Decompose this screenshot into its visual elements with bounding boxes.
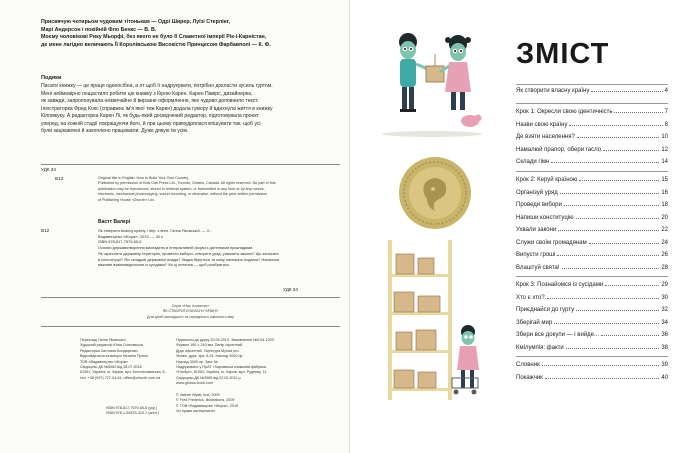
printing-line: Підписано до друку 20.04.2019. Замовлення №9-04-1203 bbox=[176, 338, 274, 342]
imprint-line: Переклад Ганни Яковської bbox=[80, 338, 126, 342]
toc-item[interactable] bbox=[516, 144, 668, 157]
toc-item-label: Напиши конституцію bbox=[516, 214, 574, 221]
isbn-line: ISBN 978-617-7579-65-5 (укр.) bbox=[106, 406, 158, 410]
dedication bbox=[41, 19, 341, 49]
printing-line: Наклад 3000 пр. Зам. № bbox=[176, 359, 218, 364]
catalog-line: Видавництво «Жорж», 2019. — 40 с. bbox=[98, 233, 165, 239]
toc-item[interactable] bbox=[516, 131, 668, 144]
toc-item-page: 7 bbox=[664, 109, 668, 115]
toc-leader-dots bbox=[603, 150, 659, 151]
shelf-with-boxes-icon bbox=[382, 240, 488, 408]
acknowledgements-line: Мені неймовірно пощастило робити цю книжку з Кірою Карен. Карен Павірс, дизайнерка, bbox=[41, 90, 253, 97]
dedication-line: де мене лагідно величають Її Королівською Високістю Принцесою Фарбавполі — К. Ф. bbox=[41, 41, 271, 48]
copyright-line: © ТОВ «Видавництво «Жорж», 2019 bbox=[176, 403, 239, 408]
toc-group-intro bbox=[516, 85, 668, 98]
toc-item[interactable] bbox=[516, 199, 668, 212]
original-info-line: Original title in English: How to Build Your Own Country bbox=[98, 176, 189, 180]
toc-group-step3 bbox=[516, 279, 668, 354]
catalog-line: в конституції? Які складові державної влади? Звідки беруться та кому належать податки? Наскільки bbox=[98, 256, 280, 262]
toc-item[interactable] bbox=[516, 304, 668, 317]
imprint-line: Художній редактор Юлія Сосновська bbox=[80, 343, 143, 348]
toc-item-label: Покажчик bbox=[516, 374, 543, 381]
toc-item-label: Організуй уряд bbox=[516, 189, 558, 196]
toc-item-page: 40 bbox=[661, 374, 668, 381]
toc-item[interactable] bbox=[516, 174, 668, 187]
toc-item-label: Приєднайся до гурту bbox=[516, 307, 575, 313]
toc-group-step2 bbox=[516, 174, 668, 274]
acknowledgements-text bbox=[41, 83, 339, 136]
toc-item[interactable] bbox=[516, 262, 668, 275]
toc-item-page: 39 bbox=[661, 362, 668, 368]
toc-item-page: 8 bbox=[664, 121, 668, 128]
toc-group-step1 bbox=[516, 106, 668, 169]
toc-item-page: 4 bbox=[664, 88, 668, 94]
imprint-line: ТОВ «Видавництво «Жорж» bbox=[80, 359, 129, 364]
catalog-line: Основи державотворення викладено в інтерактивній формі з дотепними прикладами. bbox=[98, 245, 254, 251]
acknowledgements-line: уперед, на кожній стадії покращуючи його, й при цьому примудрялася втішувати так, щоб усі bbox=[41, 120, 261, 127]
udk-code-top: УДК 34 bbox=[41, 167, 56, 172]
toc-leader-dots bbox=[558, 230, 659, 231]
toc-leader-dots bbox=[605, 285, 659, 286]
toc-item-label: Проведи вибори bbox=[516, 202, 562, 208]
toc-leader-dots bbox=[591, 91, 662, 92]
toc-item[interactable] bbox=[516, 359, 668, 372]
toc-leader-dots bbox=[579, 180, 659, 181]
original-info-line: publication may be reproduced, stored in retrieval system, or transmitted in any form or by any means, bbox=[98, 186, 265, 191]
imprint-line: Свідоцтво ДК №5062 від 28.07.2016 bbox=[80, 365, 142, 370]
series-line: ЯК СТВОРИТИ ВЛАСНУ КРАЇНУ bbox=[162, 309, 219, 314]
toc-item-label: Випусти гроші bbox=[516, 252, 556, 258]
toc-item[interactable] bbox=[516, 187, 668, 200]
isbn-line: ISBN 978-1-55453-310-7 (англ.) bbox=[106, 411, 160, 416]
toc-divider bbox=[516, 276, 668, 277]
toc-leader-dots bbox=[551, 162, 659, 163]
dedication-line: Моєму чоловікові Рику Мьорфі, без якого не було б Славетної імперії Рік-і-Карністан, bbox=[41, 34, 267, 41]
toc-item-page: 22 bbox=[661, 227, 668, 233]
bbk-code-first: В12 bbox=[55, 176, 64, 181]
toc-item[interactable] bbox=[516, 106, 668, 119]
toc-leader-dots bbox=[564, 205, 659, 206]
toc-item-label: Крок 1: Окресли свою ідентичність bbox=[516, 109, 613, 115]
toc-item[interactable] bbox=[516, 156, 668, 169]
copyright-block bbox=[176, 393, 326, 415]
toc-item-label: Кмілумпія: факти bbox=[516, 344, 564, 351]
printing-line: Друк офсетний. Гарнітура Myriad pro. bbox=[176, 348, 240, 353]
catalog-line: Як окреслити державну територію, провести вибори, створити уряд, ухвалити закони? Що записати bbox=[98, 250, 279, 256]
catalog-line: Як створити власну країну / пер. з англ. Ганни Яковської. — Х.: bbox=[98, 228, 212, 233]
toc-item-page: 28 bbox=[661, 264, 668, 271]
toc-leader-dots bbox=[576, 218, 660, 219]
toc-item-page: 10 bbox=[661, 134, 668, 140]
udk-code-bottom: УДК 34 bbox=[283, 287, 298, 292]
toc-leader-dots bbox=[562, 268, 660, 269]
acknowledgements-title: Подяки bbox=[41, 75, 62, 81]
toc-leader-dots bbox=[554, 323, 659, 324]
toc-item[interactable] bbox=[516, 372, 668, 385]
toc-item[interactable] bbox=[516, 329, 668, 342]
series-info bbox=[41, 304, 340, 320]
toc-item-page: 20 bbox=[661, 214, 668, 221]
toc-item-page: 30 bbox=[661, 294, 668, 301]
toc-item-label: Влаштуй свята! bbox=[516, 264, 560, 271]
toc-item-label: Словник bbox=[516, 362, 540, 368]
isbn-block bbox=[106, 406, 178, 417]
toc-item-page: 14 bbox=[661, 159, 668, 165]
original-title-info bbox=[98, 176, 326, 203]
series-line: Серія «Нас із книгою» bbox=[171, 304, 210, 308]
copyright-line: © Valerie Wyatt, text, 2009 bbox=[176, 393, 220, 397]
series-line: Для дітей молодшого та середнього шкільного віку bbox=[147, 314, 234, 319]
original-info-line: electronic, mechanical photocopying, sound recording, or otherwise, without the prior written permission bbox=[98, 192, 268, 197]
acknowledgements-line: Кілпижуку. А редакторка Карен Лі, як будь-який досвідчений редактор, підготовувала проект bbox=[41, 113, 259, 119]
toc-item-page: 15 bbox=[661, 177, 668, 183]
toc-item[interactable] bbox=[516, 237, 668, 250]
imprint-printing bbox=[176, 338, 326, 387]
toc-item-label: Назви свою країну bbox=[516, 121, 568, 128]
acknowledgements-line: Ілюстраторка Фред Кокс (справжнє ім'я якої теж Карен) додала гумору й вдихнула життя в книжку bbox=[41, 105, 273, 112]
toc-item[interactable] bbox=[516, 224, 668, 237]
printing-line: Свідоцтво ДК №3985 від 22.02.2011 р. bbox=[176, 375, 242, 380]
toc-leader-dots bbox=[614, 112, 662, 113]
toc-item-label: Склади гімн bbox=[516, 159, 550, 165]
toc-leader-dots bbox=[576, 310, 659, 311]
toc-item[interactable] bbox=[516, 317, 668, 330]
author-name: Вастт Валері bbox=[98, 219, 131, 225]
imprint-line: Редакторка Світлана Бондаренко bbox=[80, 348, 138, 353]
toc-item-page: 16 bbox=[661, 189, 668, 196]
toc-leader-dots bbox=[569, 125, 662, 126]
divider bbox=[41, 326, 340, 327]
toc-item-label: Зберігай мир bbox=[516, 319, 553, 326]
dedication-line: Марі Андерсон і покійній Фло Бенкс — В. В. bbox=[41, 26, 157, 33]
imprint-line: тел. +38 (057) 727-04-94, office@zhorzh.com.ua bbox=[80, 375, 161, 380]
toc-item-page: 38 bbox=[661, 344, 668, 351]
toc-item-label: Збери все докупи — і вийде... bbox=[516, 332, 600, 338]
toc-item-label: Крок 2: Керуй країною bbox=[516, 177, 578, 183]
toc-leader-dots bbox=[542, 365, 660, 366]
catalog-line: важливі взаємовідносини із сусідами? Усі ці питання — щоб розібратись. bbox=[98, 262, 230, 268]
toc-item[interactable] bbox=[516, 279, 668, 292]
toc-item-label: Де взяти населення? bbox=[516, 134, 575, 140]
toc-item[interactable] bbox=[516, 342, 668, 355]
toc-leader-dots bbox=[577, 137, 660, 138]
dedication-line: Присвячую чотирьом чудовим тітонькам — Одрі Ширер, Луїзі Стерлінг, bbox=[41, 19, 230, 25]
original-info-line: of Publishing House «Zhorzh» Ltd. bbox=[98, 197, 155, 202]
toc-item-label: Як створити власну країну bbox=[516, 88, 590, 94]
bbk-code-second: В12 bbox=[41, 228, 50, 233]
acknowledgements-line: були зацікавлені й захоплено працювали. Дуже дякую їм усім. bbox=[41, 128, 189, 134]
toc-leader-dots bbox=[589, 243, 660, 244]
toc-item-label: Намалюй прапор, обери гасло bbox=[516, 146, 602, 153]
toc-leader-dots bbox=[560, 193, 660, 194]
toc-item[interactable] bbox=[516, 85, 668, 98]
toc-divider bbox=[516, 103, 668, 104]
toc-item-page: 32 bbox=[661, 307, 668, 313]
printing-line: Умовн. друк. арк. 6,24. Наклад 3000 пр. bbox=[176, 354, 244, 359]
toc-item-page: 36 bbox=[661, 332, 668, 338]
printing-line: «Глобус», 61052, Україна, м. Харків, вул. Рудневу, 11. bbox=[176, 370, 268, 375]
acknowledgements-line: як завжди, запропонувала незвичайне й виразне оформлення, яке чудово доповнило текст. bbox=[41, 98, 259, 104]
toc-item-page: 26 bbox=[661, 252, 668, 258]
toc-item[interactable] bbox=[516, 212, 668, 225]
divider bbox=[41, 297, 340, 298]
toc-leader-dots bbox=[547, 298, 660, 299]
acknowledgements-line: Писати книжку — це праця одноосібна, а от щоб її надрукувати, потрібно докласти зусиль гуртом. bbox=[41, 83, 273, 89]
imprint-line: Відповідальна за випуск Наталія Прітко bbox=[80, 354, 148, 359]
toc-item-label: Ухвали закони bbox=[516, 227, 557, 233]
divider bbox=[41, 164, 340, 165]
printing-line: Формат 195 × 240 мм. Папір офсетний. bbox=[176, 343, 244, 348]
copyright-line: Усі права застережено bbox=[176, 409, 215, 414]
original-info-line: Published by permission of Kids Can Press Ltd., Toronto, Ontario, Canada. All rights reserved. No part of this bbox=[98, 181, 276, 186]
toc-item[interactable] bbox=[516, 292, 668, 305]
toc-item-page: 29 bbox=[661, 282, 668, 288]
toc-item[interactable] bbox=[516, 249, 668, 262]
toc-item-label: Хто є хто? bbox=[516, 294, 545, 301]
imprint-credits bbox=[80, 338, 168, 381]
printing-line: www.globus-book.com bbox=[176, 381, 213, 386]
catalog-record bbox=[98, 228, 330, 268]
toc-item-label: Служи своїм громадянам bbox=[516, 239, 587, 246]
catalog-line: ISBN 978-617-7579-65-5 bbox=[98, 239, 142, 245]
toc-group-appendix bbox=[516, 359, 668, 384]
kids-with-box-icon bbox=[378, 26, 486, 138]
toc-leader-dots bbox=[566, 348, 660, 349]
toc-item-page: 34 bbox=[661, 319, 668, 326]
toc-title: ЗМІСТ bbox=[516, 38, 610, 70]
toc-leader-dots bbox=[557, 255, 659, 256]
toc-divider bbox=[516, 171, 668, 172]
toc-leader-dots bbox=[545, 378, 660, 379]
toc-item-label: Крок 3: Познайомся із сусідами bbox=[516, 282, 604, 288]
coin-icon bbox=[397, 155, 473, 231]
imprint-line: 61051, Україна, м. Харків, вул. Котельниківська, 5, bbox=[80, 370, 166, 375]
toc-item[interactable] bbox=[516, 119, 668, 132]
toc-item-page: 24 bbox=[661, 239, 668, 246]
printing-line: Надруковано у ПрАТ «Харківська книжкова фабрика bbox=[176, 365, 266, 370]
copyright-line: © Fred Frederick, illustrations, 2009 bbox=[176, 398, 235, 403]
toc-leader-dots bbox=[601, 335, 659, 336]
toc-item-page: 18 bbox=[661, 202, 668, 208]
toc-item-page: 12 bbox=[661, 146, 668, 153]
toc-divider bbox=[516, 356, 668, 357]
